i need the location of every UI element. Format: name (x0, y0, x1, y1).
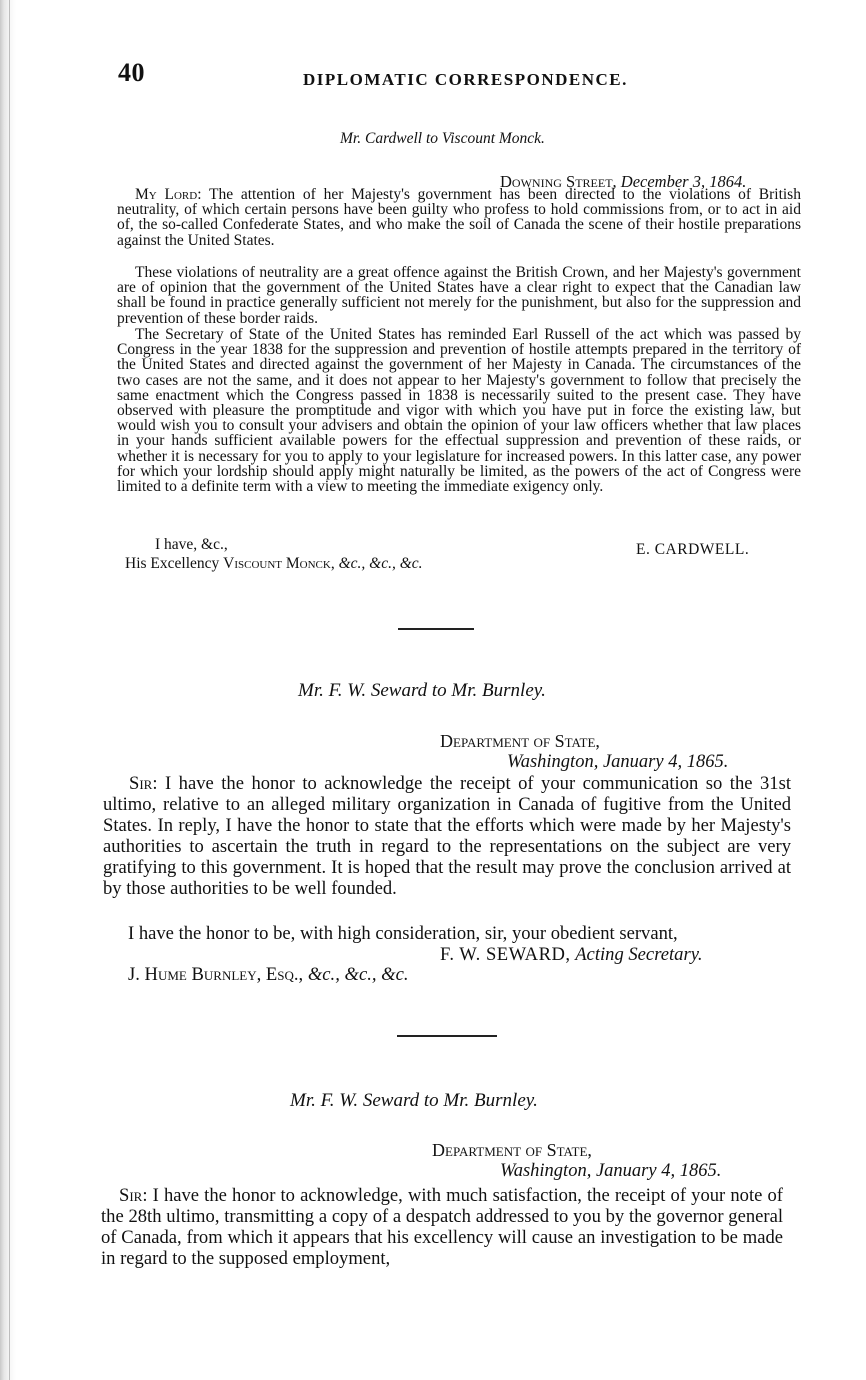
letter-addressee (128, 964, 409, 986)
letter-paragraph-text: I have the honor to acknowledge, with much satisfaction, the receipt of your note of the 28th ultimo, transmitting a copy of a despatch addressed to you by the governor general of Canada, from which it appears that his excellency will cause an investigation to be made in regard to the supposed employment, (101, 1185, 783, 1269)
letter-salutation: Sir: (129, 773, 158, 794)
addressee-name: Viscount Monck, (223, 555, 335, 572)
letter-city: Washington, (500, 1161, 592, 1181)
letter-paragraph-3: The Secretary of State of the United States has reminded Earl Russell of the act which was passed by Congress in the year 1838 for the suppression and prevention of hostile attempts prepared in the territory of the United States and directed against the government of her Majesty in Canada. The circumstances of the two cases are not the same, and it does not appear to her Majesty's government to follow that precisely the same enactment which the Congress passed in 1838 is necessarily suited to the present case. They have observed with pleasure the promptitude and vigor with which you have put in force the existing law, but would wish you to consult your advisers and obtain the opinion of your law officers whether that law places in your hands sufficient available powers for the effectual suppression and prevention of these raids, or whether it is necessary for you to apply to your legislature for increased powers. In this latter case, any power for which your lordship should apply might naturally be limited, as the powers of the act of Congress were limited to a definite term with a view to meeting the immediate exigency only. (117, 326, 801, 496)
letter-paragraph-1 (117, 187, 801, 248)
letter-date: December 3, 1864. (620, 172, 747, 191)
letter-addressee (125, 555, 423, 573)
letter-title: Mr. Cardwell to Viscount Monck. (340, 130, 545, 147)
letter-dateline (500, 1161, 721, 1182)
letter-place: Department of State, (440, 731, 600, 751)
letter-paragraph-1 (101, 1185, 783, 1269)
letter-salutation: Sir: (119, 1185, 148, 1206)
letter-title: Mr. F. W. Seward to Mr. Burnley. (298, 680, 546, 701)
letter-paragraph-2: These violations of neutrality are a great offence against the British Crown, and her Majesty's government are of opinion that the government of the United States have a clear right to expect that the Canadian law shall be found in practice generally sufficient not merely for the punishment, but also for the suppression and prevention of these border raids. (117, 264, 801, 327)
addressee-suffix: &c., &c., &c. (307, 964, 409, 985)
letter-closing: I have the honor to be, with high consideration, sir, your obedient servant, (128, 923, 678, 944)
letter-title: Mr. F. W. Seward to Mr. Burnley. (290, 1090, 538, 1111)
addressee-name: J. Hume Burnley, Esq., (128, 964, 304, 985)
letter-place: Department of State, (432, 1140, 592, 1160)
letter-signature (440, 944, 703, 966)
page-number: 40 (118, 58, 145, 87)
letter-paragraph-1 (103, 773, 791, 899)
signature-title: Acting Secretary. (575, 944, 703, 965)
letter-signature: E. CARDWELL. (636, 541, 750, 558)
binding-edge-line (9, 0, 10, 1380)
letter-place: Downing Street, (500, 172, 617, 191)
addressee-prefix: His Excellency (125, 555, 220, 572)
section-divider (397, 1035, 497, 1037)
section-divider (398, 628, 474, 630)
signature-name: F. W. SEWARD, (440, 944, 571, 965)
letter-paragraph-text: I have the honor to acknowledge the receipt of your communication so the 31st ultimo, relative to an alleged military organization in Canada of fugitive from the United States. In reply, I have the honor to state that the efforts which were made by her Majesty's authorities to ascertain the truth in regard to the representations on the subject are very gratifying to this government. It is hoped that the result may prove the conclusion arrived at by those authorities to be well founded. (103, 773, 791, 899)
page-binding-shadow (0, 0, 16, 1380)
letter-closing: I have, &c., (155, 536, 228, 553)
letter-date: January 4, 1865. (602, 752, 729, 772)
addressee-suffix: &c., &c., &c. (338, 555, 423, 572)
letter-salutation: My Lord: (135, 186, 202, 203)
running-title: DIPLOMATIC CORRESPONDENCE. (303, 70, 628, 89)
letter-date: January 4, 1865. (595, 1161, 722, 1181)
letter-city: Washington, (507, 752, 599, 772)
letter-paragraph-text: The attention of her Majesty's government has been directed to the violations of British neutrality, of which certain persons have been guilty who profess to hold commissions from, or to act in aid of, the so-called Confederate States, and who make the soil of Canada the scene of their hostile preparations against the United States. (117, 186, 801, 249)
letter-dateline (507, 752, 728, 773)
